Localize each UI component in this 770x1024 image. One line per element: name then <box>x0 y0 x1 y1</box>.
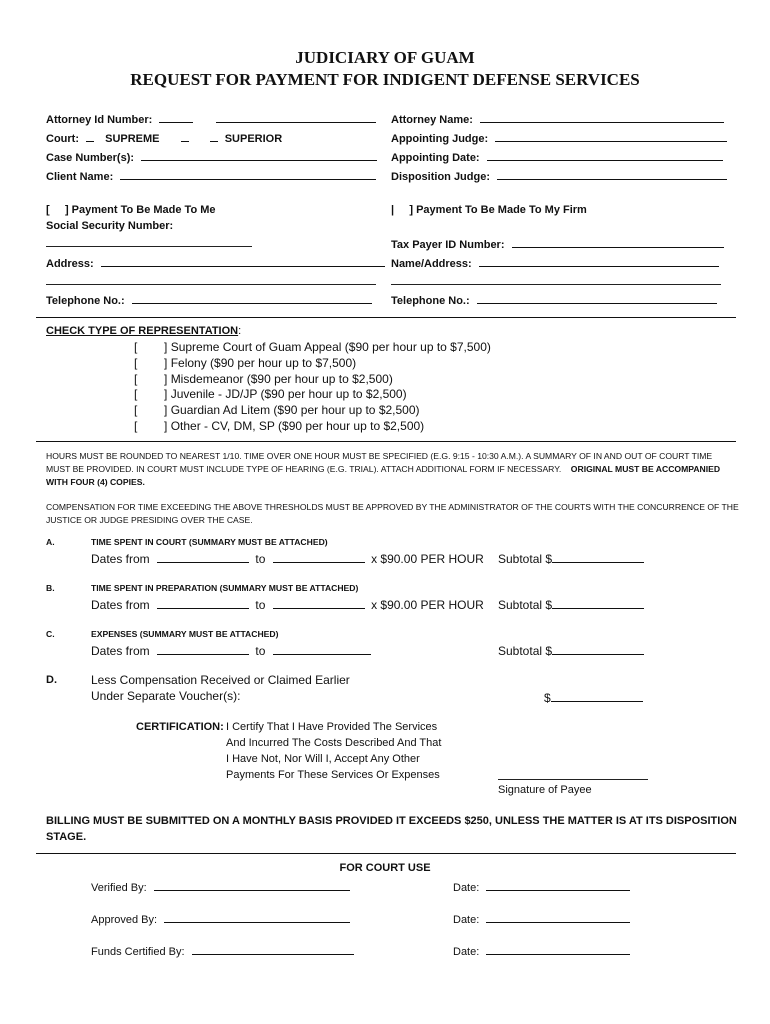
attorney-id-field[interactable] <box>46 110 376 126</box>
certification-line-4: Payments For These Services Or Expenses <box>226 769 440 781</box>
section-c-letter: C. <box>46 629 55 639</box>
payment-to-firm-option[interactable] <box>391 204 587 216</box>
divider-1 <box>36 317 736 318</box>
address-label: Address: <box>46 258 94 270</box>
tax-id-field[interactable] <box>391 235 724 251</box>
telephone-right-label: Telephone No.: <box>391 295 470 307</box>
rep-checkbox[interactable]: [ ] <box>134 372 168 386</box>
client-name-field[interactable] <box>46 167 376 183</box>
approved-by-field[interactable] <box>91 910 350 926</box>
rep-checkbox[interactable]: [ ] <box>134 419 168 433</box>
tax-id-label: Tax Payer ID Number: <box>391 239 505 251</box>
rep-option-felony[interactable] <box>134 356 356 370</box>
court-field <box>46 129 282 145</box>
case-numbers-field[interactable] <box>46 148 377 164</box>
superior-checkbox[interactable] <box>210 129 218 142</box>
disposition-judge-field[interactable] <box>391 167 727 183</box>
ssn-label: Social Security Number: <box>46 220 174 232</box>
form-subtitle: REQUEST FOR PAYMENT FOR INDIGENT DEFENSE SERVICES <box>130 70 640 89</box>
section-c-dates[interactable]: Dates from to <box>91 642 371 658</box>
rep-option-label: Guardian Ad Litem ($90 per hour up to $2,500) <box>170 403 420 417</box>
certification-label: CERTIFICATION: <box>136 721 224 733</box>
court-label: Court: <box>46 133 79 145</box>
compensation-note-1: COMPENSATION FOR TIME EXCEEDING THE ABOVE THRESHOLDS MUST BE APPROVED BY THE ADMINISTRATOR OF THE COURTS WITH THE CONCURRENCE OF THE <box>46 502 739 512</box>
section-b-dates[interactable]: Dates from to x $90.00 PER HOUR <box>91 598 484 612</box>
appointing-date-field[interactable] <box>391 148 723 164</box>
verified-by-field[interactable] <box>91 878 350 894</box>
client-name-label: Client Name: <box>46 171 114 183</box>
divider-3 <box>36 853 736 854</box>
rep-option-label: Supreme Court of Guam Appeal ($90 per hour up to $7,500) <box>170 340 491 354</box>
representation-heading: CHECK TYPE OF REPRESENTATION: <box>46 325 242 337</box>
telephone-left-label: Telephone No.: <box>46 295 125 307</box>
section-c-subtotal[interactable]: Subtotal $ <box>498 642 644 658</box>
funds-date-field[interactable] <box>453 942 630 958</box>
section-d-line1: Less Compensation Received or Claimed Earlier <box>91 673 350 687</box>
payment-to-firm-label: Payment To Be Made To My Firm <box>416 204 587 216</box>
funds-certified-field[interactable] <box>91 942 354 958</box>
rounding-note-3: WITH FOUR (4) COPIES. <box>46 477 145 487</box>
rep-option-guardian[interactable] <box>134 403 420 417</box>
rep-checkbox[interactable]: [ ] <box>134 387 168 401</box>
approved-by-label: Approved By: <box>91 914 158 926</box>
rep-option-label: Other - CV, DM, SP ($90 per hour up to $2,500) <box>170 419 425 433</box>
section-c-title: EXPENSES (SUMMARY MUST BE ATTACHED) <box>91 629 279 639</box>
superior-label: SUPERIOR <box>224 133 283 145</box>
section-b-subtotal[interactable]: Subtotal $ <box>498 596 644 612</box>
rounding-note-1: HOURS MUST BE ROUNDED TO NEAREST 1/10. TIME OVER ONE HOUR MUST BE SPECIFIED (E.G. 9:15 - 10:30 A.M.). A SUMMARY OF IN AND OUT OF COURT TIME <box>46 451 713 461</box>
signature-label: Signature of Payee <box>498 784 592 796</box>
section-d-amount[interactable]: $ <box>544 689 643 705</box>
date-label: Date: <box>453 946 480 958</box>
billing-note-1: BILLING MUST BE SUBMITTED ON A MONTHLY BASIS PROVIDED IT EXCEEDS $250, UNLESS THE MATTER IS AT ITS DISPOSITION <box>46 815 737 827</box>
rounding-note-2: MUST BE PROVIDED. IN COURT MUST INCLUDE TYPE OF HEARING (E.G. TRIAL). ATTACH ADDITIONAL FORM IF NECESSARY. ORIGINAL MUST BE ACCOMPANIED <box>46 464 721 474</box>
rep-option-label: Misdemeanor ($90 per hour up to $2,500) <box>170 372 393 386</box>
section-b-title: TIME SPENT IN PREPARATION (SUMMARY MUST BE ATTACHED) <box>91 583 359 593</box>
disposition-judge-label: Disposition Judge: <box>391 171 490 183</box>
appointing-judge-field[interactable] <box>391 129 727 145</box>
certification-line-3: I Have Not, Nor Will I, Accept Any Other <box>226 753 420 765</box>
name-address-label: Name/Address: <box>391 258 472 270</box>
superior-spacer <box>181 129 189 142</box>
address-line-2[interactable] <box>46 284 376 285</box>
supreme-checkbox[interactable] <box>86 129 94 142</box>
form-title: JUDICIARY OF GUAM <box>295 48 475 67</box>
attorney-id-label: Attorney Id Number: <box>46 114 153 126</box>
rep-option-label: Felony ($90 per hour up to $7,500) <box>170 356 357 370</box>
section-a-subtotal[interactable]: Subtotal $ <box>498 550 644 566</box>
signature-line[interactable] <box>498 779 648 780</box>
verified-date-field[interactable] <box>453 878 630 894</box>
date-label: Date: <box>453 882 480 894</box>
court-use-heading: FOR COURT USE <box>339 862 431 874</box>
attorney-name-field[interactable] <box>391 110 724 126</box>
section-a-title: TIME SPENT IN COURT (SUMMARY MUST BE ATTACHED) <box>91 537 328 547</box>
attorney-name-label: Attorney Name: <box>391 114 473 126</box>
rep-checkbox[interactable]: [ ] <box>134 340 168 354</box>
section-d-letter: D. <box>46 674 57 686</box>
name-address-field[interactable] <box>391 254 719 270</box>
rep-option-label: Juvenile - JD/JP ($90 per hour up to $2,500) <box>170 387 407 401</box>
ssn-line[interactable] <box>46 246 252 247</box>
verified-by-label: Verified By: <box>91 882 147 894</box>
payment-to-me-checkbox[interactable]: [ ] <box>46 204 69 216</box>
rep-option-juvenile[interactable] <box>134 387 407 401</box>
appointing-judge-label: Appointing Judge: <box>391 133 489 145</box>
certification-line-2: And Incurred The Costs Described And That <box>226 737 442 749</box>
address-field[interactable] <box>46 254 385 270</box>
payment-to-me-label: Payment To Be Made To Me <box>71 204 216 216</box>
divider-2 <box>36 441 736 442</box>
supreme-label: SUPREME <box>105 133 160 145</box>
section-a-letter: A. <box>46 537 55 547</box>
compensation-note-2: JUSTICE OR JUDGE PRESIDING OVER THE CASE. <box>46 515 253 525</box>
payment-to-firm-checkbox[interactable]: | ] <box>391 204 414 216</box>
section-b-letter: B. <box>46 583 55 593</box>
telephone-right-field[interactable] <box>391 291 717 307</box>
rep-checkbox[interactable]: [ ] <box>134 356 168 370</box>
section-d-line2: Under Separate Voucher(s): <box>91 689 241 703</box>
rep-checkbox[interactable]: [ ] <box>134 403 168 417</box>
rep-option-other[interactable] <box>134 419 424 433</box>
rep-option-misdemeanor[interactable] <box>134 372 393 386</box>
case-numbers-label: Case Number(s): <box>46 152 135 164</box>
section-a-dates[interactable]: Dates from to x $90.00 PER HOUR <box>91 552 484 566</box>
billing-note-2: STAGE. <box>46 831 87 843</box>
rep-option-supreme[interactable] <box>134 340 491 354</box>
telephone-left-field[interactable] <box>46 291 372 307</box>
name-address-line-2[interactable] <box>391 284 721 285</box>
date-label: Date: <box>453 914 480 926</box>
approved-date-field[interactable] <box>453 910 630 926</box>
certification-line-1: I Certify That I Have Provided The Services <box>226 721 438 733</box>
payment-to-me-option[interactable] <box>46 204 216 216</box>
funds-certified-label: Funds Certified By: <box>91 946 185 958</box>
appointing-date-label: Appointing Date: <box>391 152 480 164</box>
